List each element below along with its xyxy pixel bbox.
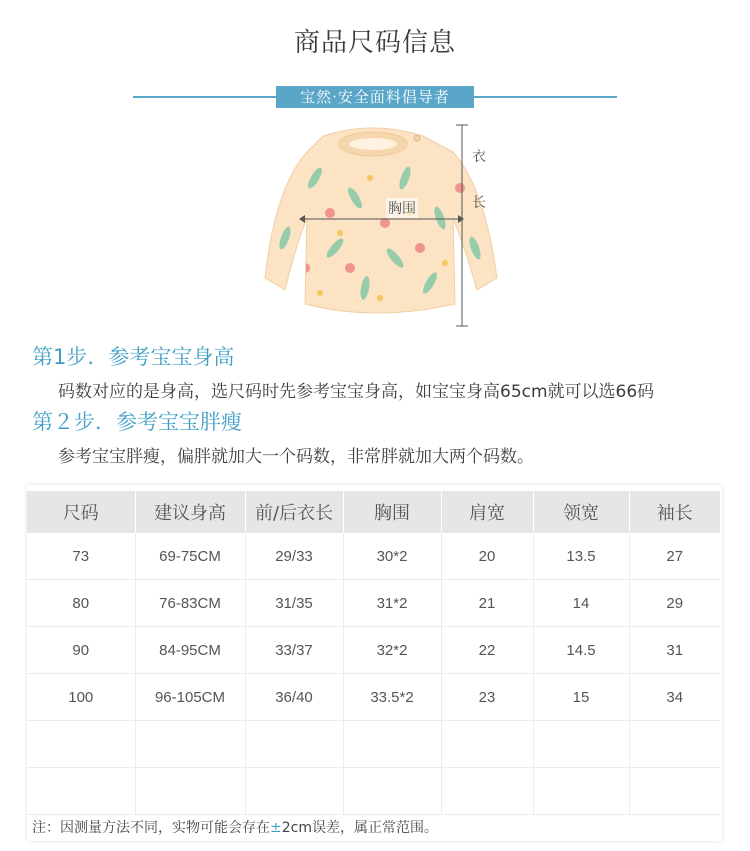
table-cell [629,768,720,815]
table-cell [343,768,441,815]
table-cell: 73 [27,533,135,580]
table-cell: 80 [27,580,135,627]
table-cell: 29/33 [245,533,343,580]
table-row [27,721,720,768]
step-1-body: 码数对应的是身高，选尺码时先参考宝宝身高，如宝宝身高65cm就可以选66码 [58,382,655,402]
table-cell [629,721,720,768]
table-cell: 31 [629,627,720,674]
page-title: 商品尺码信息 [293,28,456,58]
table-cell: 34 [629,674,720,721]
table-cell: 20 [441,533,533,580]
table-cell: 13.5 [533,533,629,580]
table-cell: 100 [27,674,135,721]
note-suffix: 2cm误差，属正常范围。 [281,820,438,836]
header-sleeve: 袖长 [629,491,720,533]
header-length: 前/后衣长 [245,491,343,533]
table-cell: 21 [441,580,533,627]
table-cell [135,721,245,768]
table-cell [245,768,343,815]
step-2-title: 第２步．参考宝宝胖瘦 [32,410,242,434]
header-shoulder: 肩宽 [441,491,533,533]
table-cell [245,721,343,768]
table-cell: 90 [27,627,135,674]
table-cell [27,721,135,768]
table-cell: 33/37 [245,627,343,674]
header-chest: 胸围 [343,491,441,533]
table-row [27,627,720,674]
table-row [27,533,720,580]
table-cell: 27 [629,533,720,580]
table-cell [135,768,245,815]
step-2-body: 参考宝宝胖瘦，偏胖就加大一个码数，非常胖就加大两个码数。 [58,447,534,467]
table-cell: 14.5 [533,627,629,674]
table-cell: 30*2 [343,533,441,580]
table-cell [343,721,441,768]
table-cell [533,768,629,815]
size-chart [27,485,722,841]
table-cell [441,768,533,815]
table-cell [441,721,533,768]
table-cell: 31/35 [245,580,343,627]
table-cell: 23 [441,674,533,721]
header-size: 尺码 [27,491,135,533]
size-table [27,491,720,815]
header-neck: 领宽 [533,491,629,533]
table-cell: 29 [629,580,720,627]
table-cell: 14 [533,580,629,627]
table-cell: 32*2 [343,627,441,674]
table-cell [533,721,629,768]
table-cell: 76-83CM [135,580,245,627]
length-label-top: 衣 [472,149,486,165]
table-header-row [27,491,720,533]
table-row [27,580,720,627]
table-row [27,674,720,721]
table-cell: 15 [533,674,629,721]
table-cell: 96-105CM [135,674,245,721]
brand-slogan-banner: 宝然·安全面料倡导者 [276,86,474,108]
note-prefix: 注：因测量方法不同，实物可能会存在 [32,820,270,836]
step-1-title: 第1步．参考宝宝身高 [32,345,235,369]
table-cell: 84-95CM [135,627,245,674]
chest-label: 胸围 [386,198,418,218]
header-height: 建议身高 [135,491,245,533]
measurement-note [32,817,438,837]
table-cell [27,768,135,815]
table-cell: 33.5*2 [343,674,441,721]
table-cell: 31*2 [343,580,441,627]
length-label-bottom: 长 [472,195,486,211]
table-cell: 69-75CM [135,533,245,580]
tolerance-symbol: ± [270,820,282,836]
table-row [27,768,720,815]
table-cell: 36/40 [245,674,343,721]
table-cell: 22 [441,627,533,674]
